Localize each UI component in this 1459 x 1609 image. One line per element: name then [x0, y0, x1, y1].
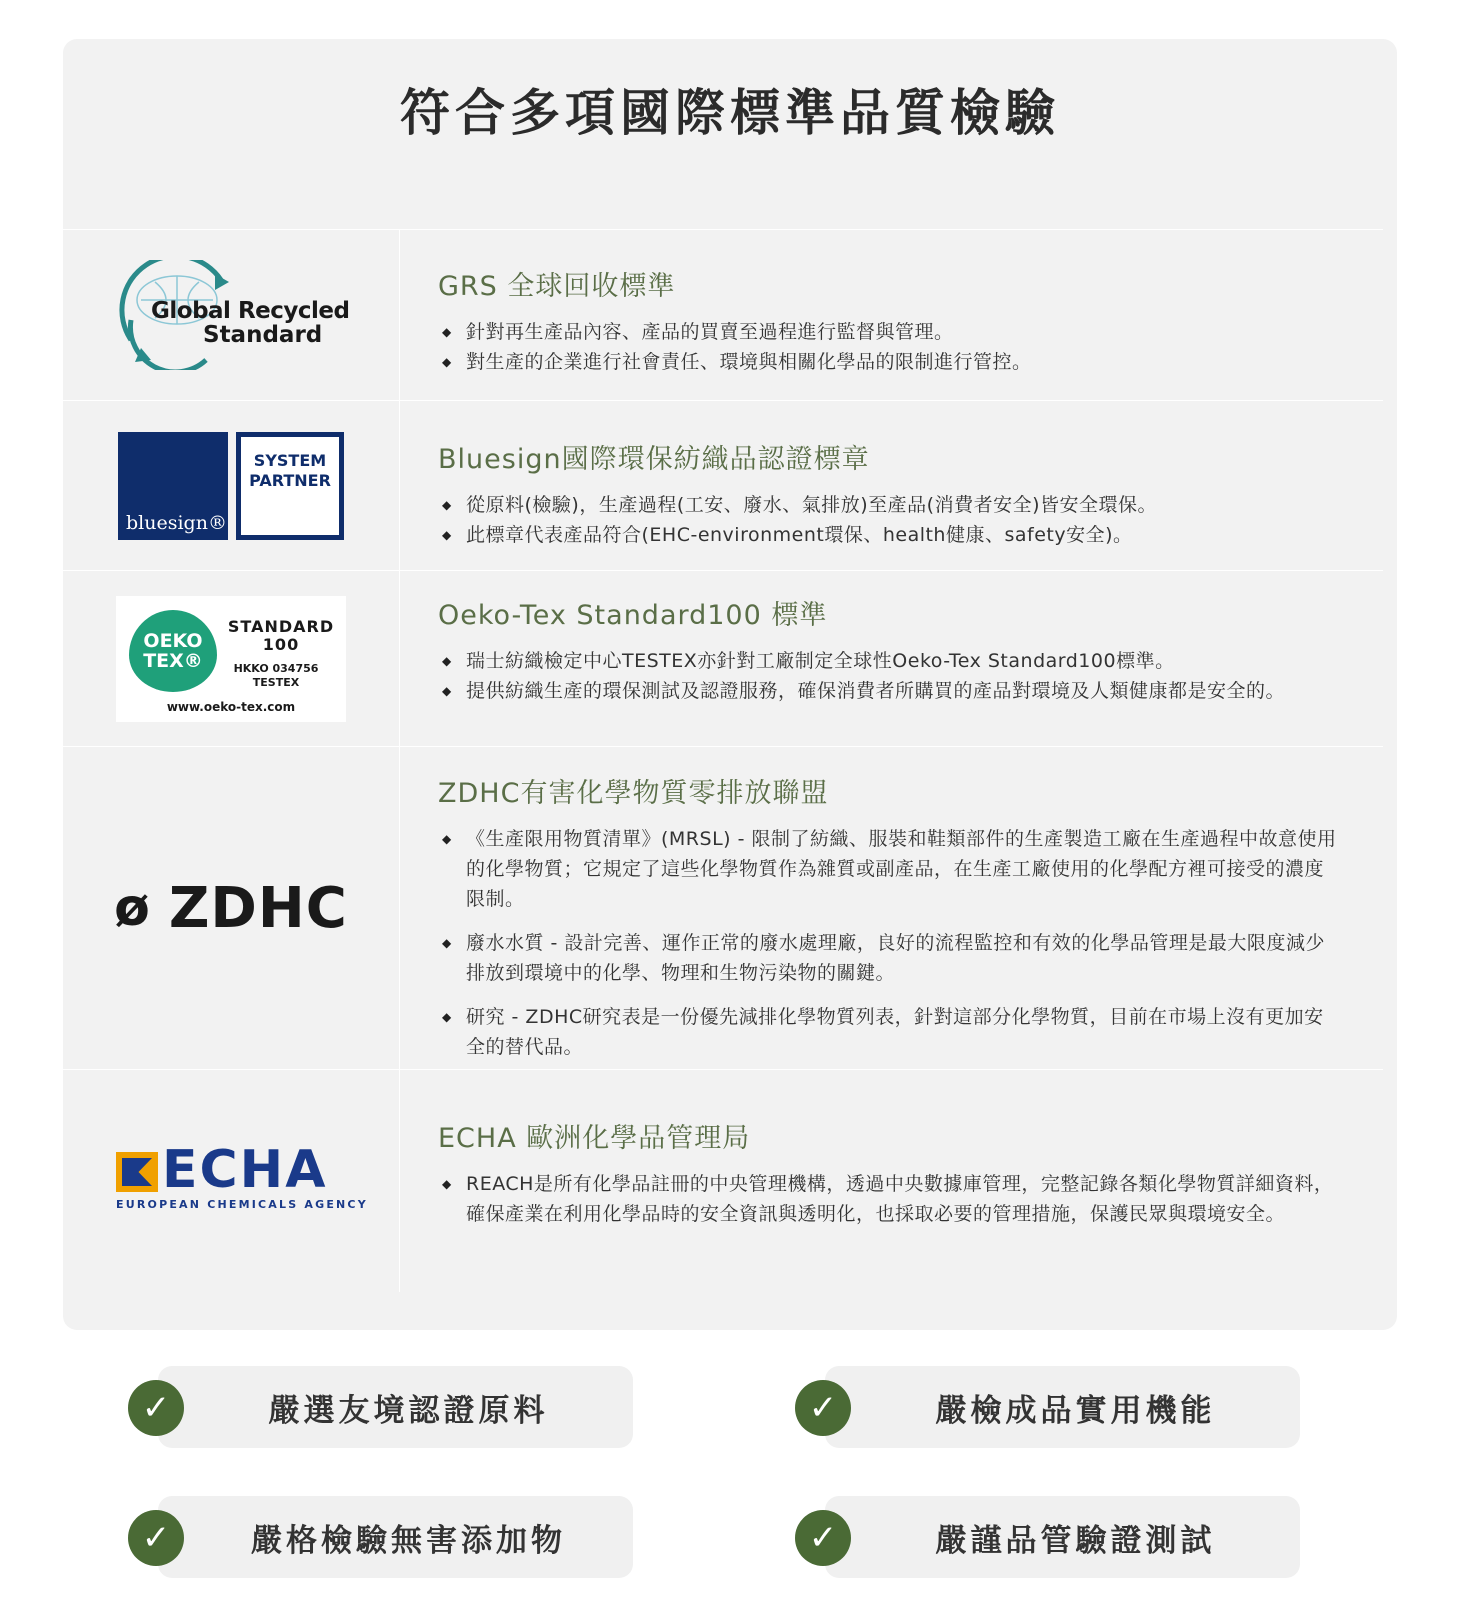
bullet-item: ◆ REACH是所有化學品註冊的中央管理機構，透過中央數據庫管理，完整記錄各類化學物質詳細資料，確保產業在利用化學品時的安全資訊與透明化，也採取必要的管理措施，保護民眾與環境安全。 [438, 1169, 1343, 1229]
oeko-label: OEKO [143, 629, 203, 652]
zdhc-logo [114, 876, 348, 941]
bluesign-brand-block [118, 432, 228, 540]
grs-logo-line1: Global Recycled [151, 298, 350, 324]
bullet-item: ◆ 瑞士紡織檢定中心TESTEX亦針對工廠制定全球性Oeko-Tex Standard100標準。 [438, 646, 1343, 676]
standard-row-grs [63, 229, 1383, 400]
logo-cell [63, 1070, 400, 1292]
system-label: SYSTEM [253, 450, 327, 470]
system-partner-block [236, 432, 344, 540]
text-cell [400, 230, 1383, 400]
bullet-item: ◆ 針對再生產品內容、產品的買賣至過程進行監督與管理。 [438, 317, 1343, 347]
bullet-list [438, 317, 1343, 377]
standard-row-oeko-tex [63, 570, 1383, 746]
feature-label: 嚴謹品管驗證測試 [935, 1522, 1216, 1559]
logo-cell [63, 401, 400, 570]
page-title: 符合多項國際標準品質檢驗 [400, 84, 1060, 142]
feature-label: 嚴選友境認證原料 [268, 1392, 549, 1429]
text-cell [400, 1070, 1383, 1292]
feature-item [128, 1366, 633, 1448]
bullet-list [438, 1169, 1343, 1229]
bluesign-logo [118, 432, 344, 540]
feature-item [128, 1496, 633, 1578]
oeko-standard-label [226, 618, 336, 654]
text-cell [400, 401, 1383, 570]
bullet-item: ◆ 廢水水質 - 設計完善、運作正常的廢水處理廠，良好的流程監控和有效的化學品管理是最大限度減少排放到環境中的化學、物理和生物污染物的關鍵。 [438, 928, 1343, 988]
check-icon: ✓ [795, 1510, 851, 1566]
standard-title: ECHA 歐洲化學品管理局 [438, 1123, 751, 1154]
standards-panel [63, 39, 1397, 1330]
echa-wordmark: ECHA [162, 1140, 328, 1200]
zdhc-symbol-icon: ø [114, 878, 151, 938]
oeko-code [226, 662, 326, 690]
standard-title: GRS 全球回收標準 [438, 271, 676, 302]
standard-row-zdhc [63, 746, 1383, 1069]
echa-mark-icon [116, 1152, 158, 1192]
standard-word: STANDARD [227, 616, 335, 636]
standard-number: 100 [262, 634, 300, 654]
logo-cell [63, 571, 400, 746]
check-icon: ✓ [795, 1380, 851, 1436]
feature-item [795, 1496, 1300, 1578]
standard-title: Oeko-Tex Standard100 標準 [438, 600, 828, 631]
text-cell [400, 747, 1383, 1069]
check-icon: ✓ [128, 1380, 184, 1436]
feature-label: 嚴檢成品實用機能 [935, 1392, 1216, 1429]
certificate-code: HKKO 034756 [233, 661, 319, 675]
oeko-tex-logo [116, 596, 346, 722]
logo-cell [63, 230, 400, 400]
standard-title: ZDHC有害化學物質零排放聯盟 [438, 778, 829, 809]
standard-row-bluesign [63, 400, 1383, 570]
standards-table [63, 229, 1383, 1292]
bluesign-brand: bluesign® [126, 511, 227, 534]
bullet-item: ◆ 從原料(檢驗)，生產過程(工安、廢水、氣排放)至產品(消費者安全)皆安全環保。 [438, 490, 1343, 520]
bullet-item: ◆ 此標章代表產品符合(EHC-environment環保、health健康、safety安全)。 [438, 520, 1343, 550]
bullet-item: ◆ 提供紡織生產的環保測試及認證服務，確保消費者所購買的產品對環境及人類健康都是安全的。 [438, 676, 1343, 706]
partner-label: PARTNER [249, 470, 331, 490]
feature-item [795, 1366, 1300, 1448]
bullet-item: ◆ 研究 - ZDHC研究表是一份優先減排化學物質列表，針對這部分化學物質，目前在市場上沒有更加安全的替代品。 [438, 1002, 1343, 1062]
bullet-item: ◆ 對生產的企業進行社會責任、環境與相關化學品的限制進行管控。 [438, 347, 1343, 377]
bullet-list [438, 646, 1343, 706]
echa-logo [116, 1140, 368, 1216]
logo-cell [63, 747, 400, 1069]
grs-logo-line2: Standard [203, 322, 323, 348]
bullet-list [438, 824, 1343, 1062]
institute-name: TESTEX [252, 675, 300, 689]
echa-subtitle: EUROPEAN CHEMICALS AGENCY [116, 1198, 368, 1211]
oeko-tex-badge [129, 610, 217, 692]
bullet-item: ◆ 《生產限用物質清單》(MRSL) - 限制了紡織、服裝和鞋類部件的生產製造工廠在生產過程中故意使用的化學物質；它規定了這些化學物質作為雜質或副產品，在生產工廠使用的化學配方裡可接受的濃度限制。 [438, 824, 1343, 914]
oeko-tex-url: www.oeko-tex.com [166, 699, 296, 714]
text-cell [400, 571, 1383, 746]
standard-title: Bluesign國際環保紡織品認證標章 [438, 444, 870, 475]
grs-logo [111, 260, 351, 370]
bullet-list [438, 490, 1343, 550]
zdhc-wordmark: ZDHC [168, 875, 348, 941]
standard-row-echa [63, 1069, 1383, 1292]
feature-label: 嚴格檢驗無害添加物 [251, 1522, 566, 1559]
check-icon: ✓ [128, 1510, 184, 1566]
tex-label: TEX® [143, 649, 203, 672]
